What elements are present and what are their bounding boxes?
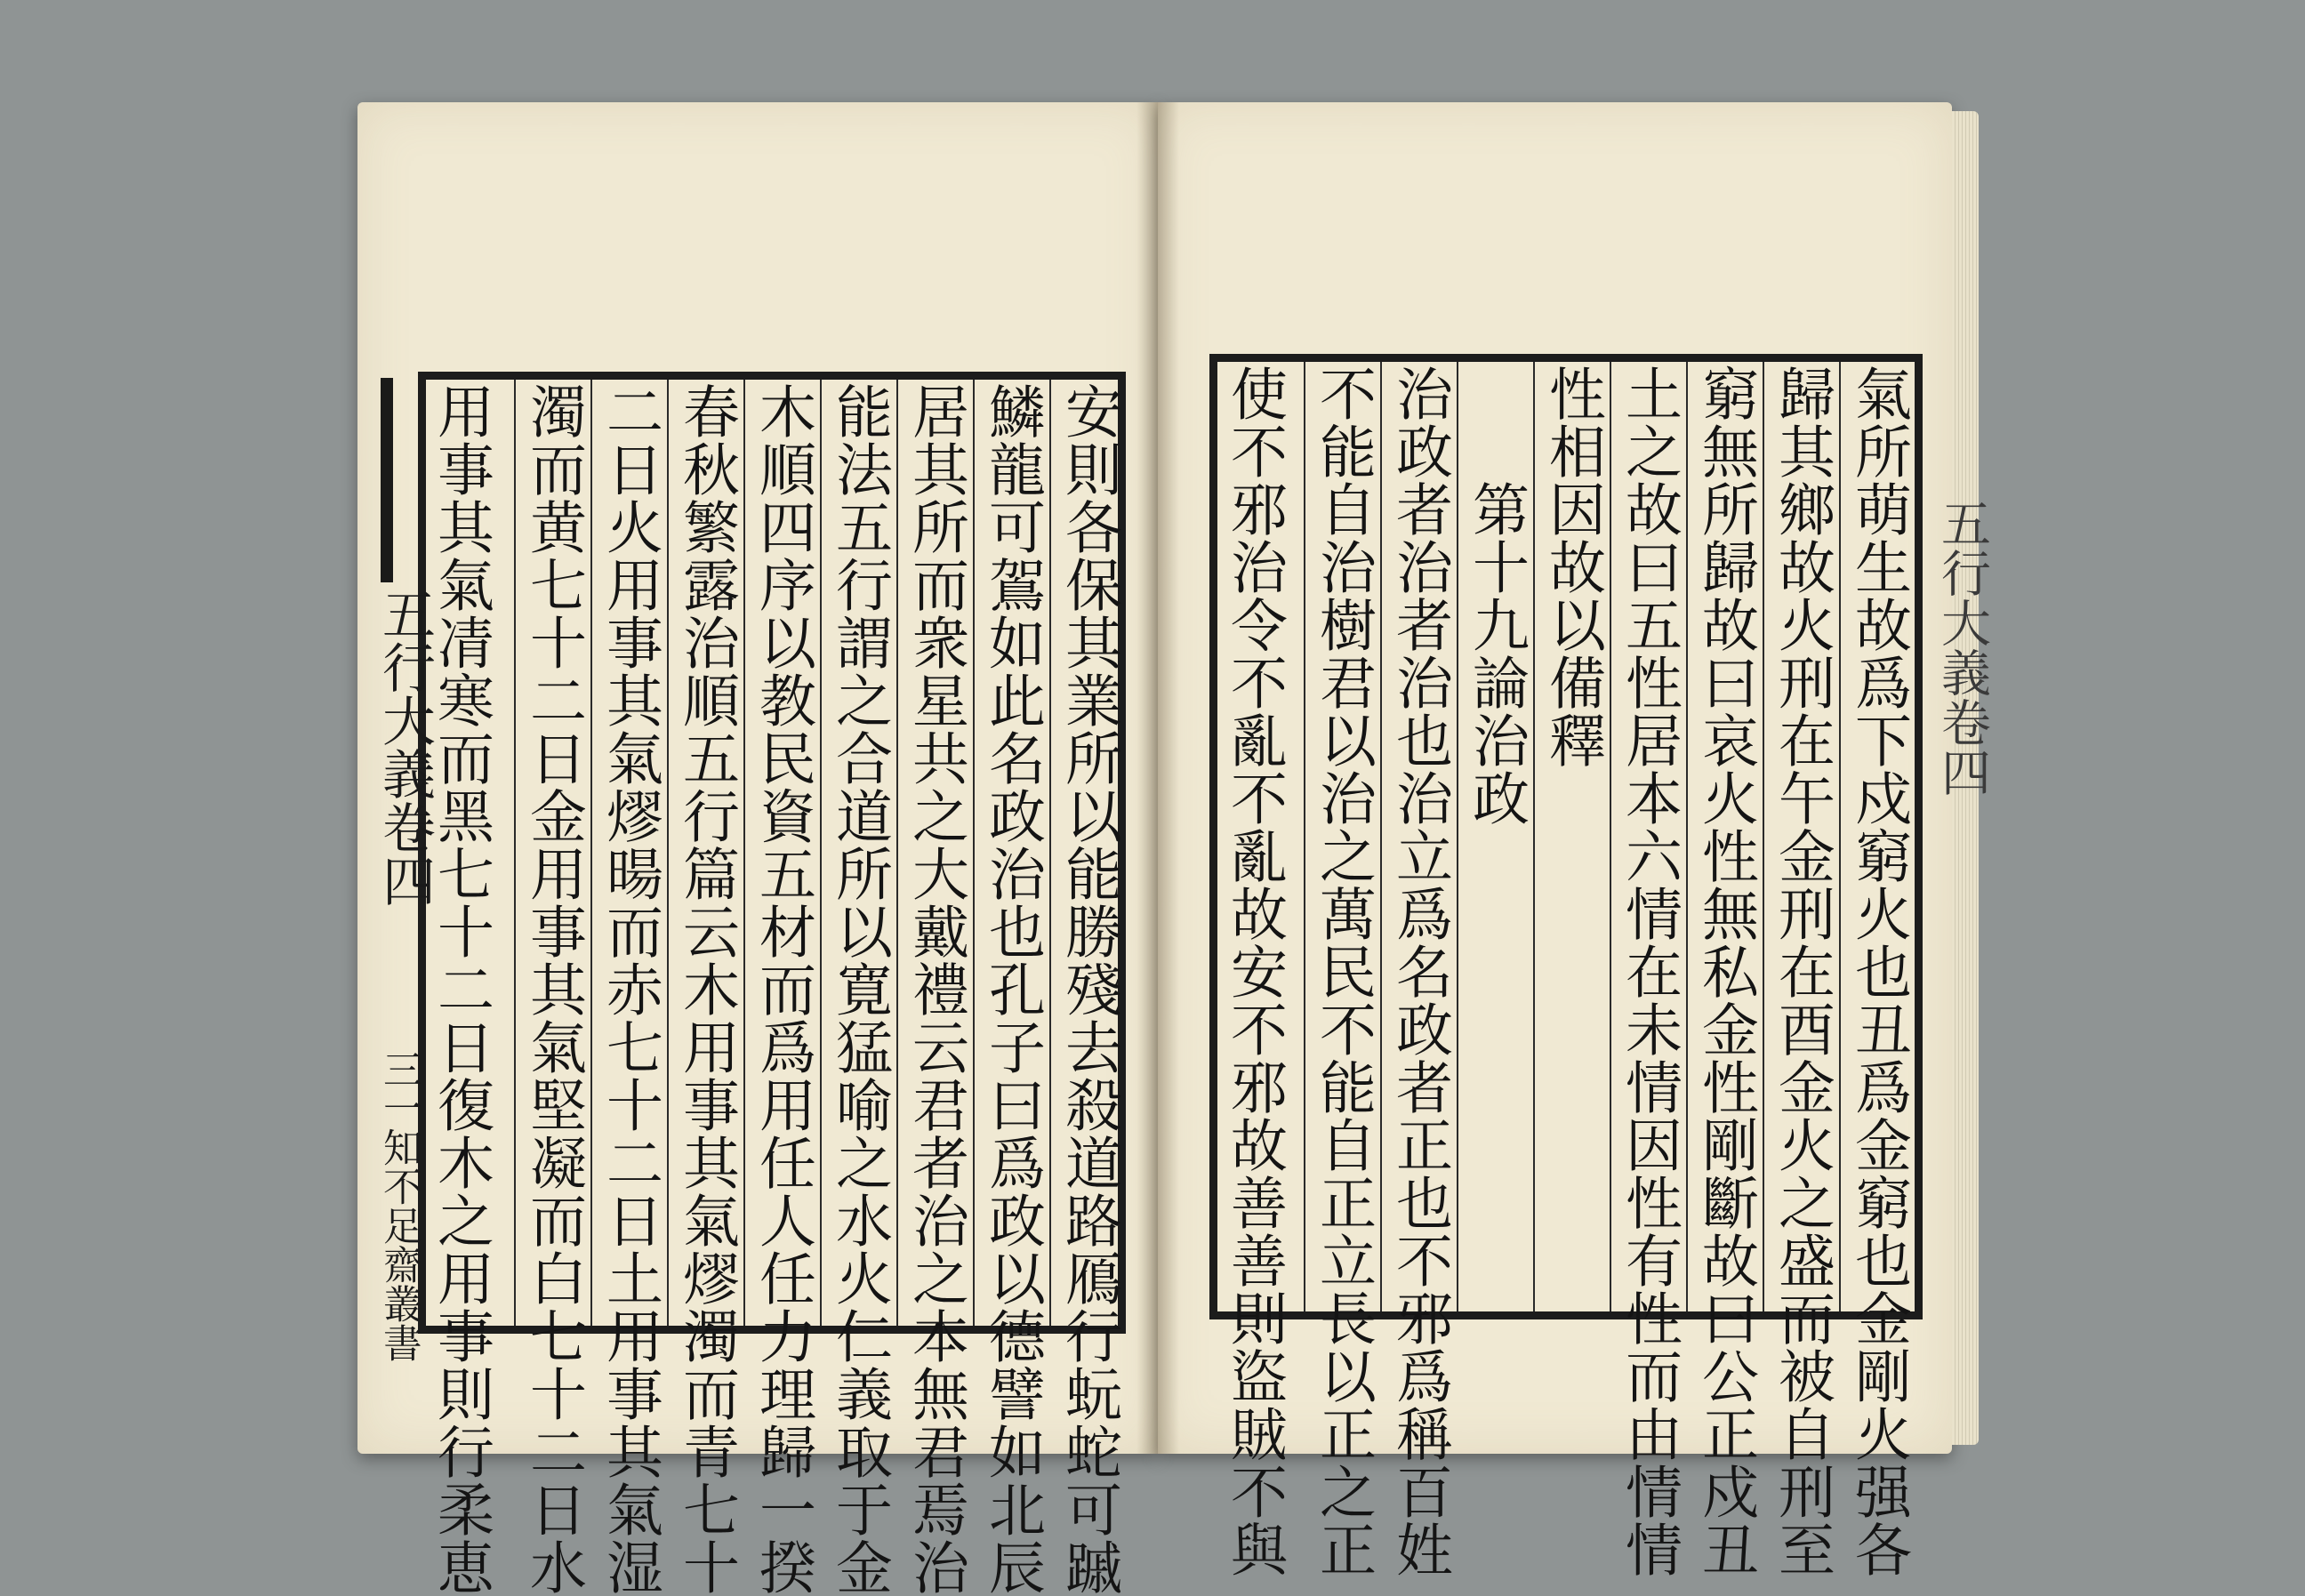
column-rule bbox=[1457, 362, 1458, 1311]
text-column: 歸其鄉故火刑在午金刑在酉金火之盛而被自刑至 bbox=[1769, 365, 1835, 1578]
column-rule bbox=[1533, 362, 1535, 1311]
text-column: 使不邪治令不亂不亂故安不邪故善善則盜賊不與 bbox=[1221, 365, 1287, 1578]
margin-title: 五行大義卷四 bbox=[373, 587, 436, 907]
text-column: 濁而黄七十二日金用事其氣堅凝而白七十二日水 bbox=[520, 382, 586, 1596]
column-rule bbox=[1380, 362, 1382, 1311]
column-rule bbox=[590, 380, 592, 1326]
column-rule bbox=[820, 380, 822, 1326]
column-rule bbox=[973, 380, 975, 1326]
text-column: 木順四序以教民資五材而爲用任人任力理歸一揆 bbox=[750, 382, 815, 1596]
column-rule bbox=[1686, 362, 1688, 1311]
fish-tail-mark bbox=[381, 378, 393, 582]
margin-title: 五行大義卷四 bbox=[1933, 498, 1991, 797]
text-column: 性相因故以備釋 bbox=[1539, 365, 1605, 769]
column-rule bbox=[1610, 362, 1611, 1311]
margin-footer: 三一知不足齋叢書 bbox=[376, 1049, 422, 1362]
text-column: 土之故曰五性居本六情在未情因性有性而由情情 bbox=[1616, 365, 1682, 1578]
text-column: 窮無所歸故曰哀火性無私金性剛斷故曰公正戍丑 bbox=[1692, 365, 1758, 1578]
text-column: 氣所萌生故爲下戍窮火也丑爲金窮也金剛火强各 bbox=[1845, 365, 1911, 1578]
text-column: 用事其氣凊寒而黑七十二日復木之用事則行柔恵 bbox=[428, 382, 494, 1596]
column-rule bbox=[1839, 362, 1841, 1311]
text-column: 安則各保其業所以能勝殘去殺道路鴈行蚖蛇可䠞 bbox=[1056, 382, 1121, 1596]
text-column: 不能自治樹君以治之萬民不能自正立長以正之正 bbox=[1310, 365, 1376, 1578]
column-rule bbox=[667, 380, 669, 1326]
text-column: 能法五行謂之合道所以寛猛喻之水火仁義取于金 bbox=[826, 382, 892, 1596]
text-column: 治政者治者治也治立爲名政者正也不邪爲稱百姓 bbox=[1386, 365, 1452, 1578]
section-heading: 第十九論治政 bbox=[1463, 480, 1529, 827]
column-rule bbox=[896, 380, 898, 1326]
column-rule bbox=[514, 380, 516, 1326]
text-column: 二日火用事其氣熮暘而赤七十二日土用事其氣湿 bbox=[597, 382, 663, 1596]
column-rule bbox=[743, 380, 745, 1326]
book-gutter bbox=[1136, 102, 1179, 1454]
text-column: 春秋繁露治順五行篇云木用事其氣熮濁而青七十 bbox=[673, 382, 739, 1596]
column-rule bbox=[1049, 380, 1051, 1326]
text-column: 鱗龍可鴐如此名政治也孔子曰爲政以德譬如北辰 bbox=[979, 382, 1045, 1596]
text-column: 居其所而衆星共之大戴禮云君者治之本無君焉治 bbox=[903, 382, 968, 1596]
column-rule bbox=[1304, 362, 1305, 1311]
column-rule bbox=[1763, 362, 1764, 1311]
